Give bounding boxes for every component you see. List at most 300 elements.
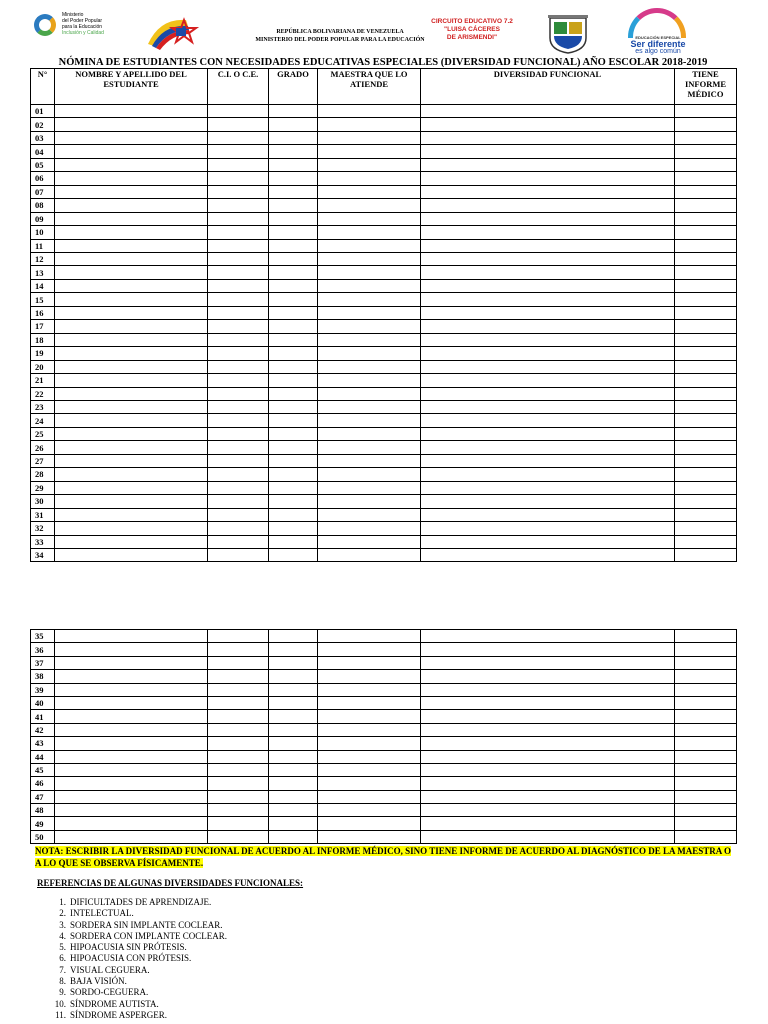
- teacher-cell[interactable]: [318, 145, 421, 158]
- functional-diversity-cell[interactable]: [421, 441, 675, 454]
- student-name-cell[interactable]: [55, 696, 208, 709]
- functional-diversity-cell[interactable]: [421, 548, 675, 561]
- student-name-cell[interactable]: [55, 656, 208, 669]
- functional-diversity-cell[interactable]: [421, 454, 675, 467]
- functional-diversity-cell[interactable]: [421, 804, 675, 817]
- medical-report-cell[interactable]: [675, 468, 737, 481]
- grade-cell[interactable]: [269, 185, 318, 198]
- grade-cell[interactable]: [269, 763, 318, 776]
- teacher-cell[interactable]: [318, 508, 421, 521]
- teacher-cell[interactable]: [318, 481, 421, 494]
- functional-diversity-cell[interactable]: [421, 817, 675, 830]
- medical-report-cell[interactable]: [675, 387, 737, 400]
- grade-cell[interactable]: [269, 333, 318, 346]
- functional-diversity-cell[interactable]: [421, 414, 675, 427]
- medical-report-cell[interactable]: [675, 454, 737, 467]
- functional-diversity-cell[interactable]: [421, 226, 675, 239]
- student-name-cell[interactable]: [55, 172, 208, 185]
- functional-diversity-cell[interactable]: [421, 508, 675, 521]
- grade-cell[interactable]: [269, 710, 318, 723]
- grade-cell[interactable]: [269, 683, 318, 696]
- medical-report-cell[interactable]: [675, 347, 737, 360]
- medical-report-cell[interactable]: [675, 670, 737, 683]
- ci-cell[interactable]: [208, 212, 269, 225]
- medical-report-cell[interactable]: [675, 145, 737, 158]
- teacher-cell[interactable]: [318, 495, 421, 508]
- ci-cell[interactable]: [208, 400, 269, 413]
- ci-cell[interactable]: [208, 427, 269, 440]
- grade-cell[interactable]: [269, 737, 318, 750]
- grade-cell[interactable]: [269, 508, 318, 521]
- ci-cell[interactable]: [208, 790, 269, 803]
- student-name-cell[interactable]: [55, 360, 208, 373]
- medical-report-cell[interactable]: [675, 790, 737, 803]
- medical-report-cell[interactable]: [675, 226, 737, 239]
- grade-cell[interactable]: [269, 266, 318, 279]
- functional-diversity-cell[interactable]: [421, 427, 675, 440]
- functional-diversity-cell[interactable]: [421, 468, 675, 481]
- functional-diversity-cell[interactable]: [421, 172, 675, 185]
- medical-report-cell[interactable]: [675, 830, 737, 843]
- ci-cell[interactable]: [208, 306, 269, 319]
- functional-diversity-cell[interactable]: [421, 306, 675, 319]
- student-name-cell[interactable]: [55, 279, 208, 292]
- grade-cell[interactable]: [269, 696, 318, 709]
- student-name-cell[interactable]: [55, 306, 208, 319]
- student-name-cell[interactable]: [55, 185, 208, 198]
- teacher-cell[interactable]: [318, 468, 421, 481]
- grade-cell[interactable]: [269, 239, 318, 252]
- ci-cell[interactable]: [208, 548, 269, 561]
- student-name-cell[interactable]: [55, 817, 208, 830]
- functional-diversity-cell[interactable]: [421, 763, 675, 776]
- grade-cell[interactable]: [269, 723, 318, 736]
- ci-cell[interactable]: [208, 320, 269, 333]
- grade-cell[interactable]: [269, 468, 318, 481]
- medical-report-cell[interactable]: [675, 683, 737, 696]
- ci-cell[interactable]: [208, 630, 269, 643]
- student-name-cell[interactable]: [55, 400, 208, 413]
- teacher-cell[interactable]: [318, 360, 421, 373]
- ci-cell[interactable]: [208, 374, 269, 387]
- ci-cell[interactable]: [208, 656, 269, 669]
- teacher-cell[interactable]: [318, 306, 421, 319]
- medical-report-cell[interactable]: [675, 266, 737, 279]
- functional-diversity-cell[interactable]: [421, 643, 675, 656]
- teacher-cell[interactable]: [318, 441, 421, 454]
- functional-diversity-cell[interactable]: [421, 656, 675, 669]
- student-name-cell[interactable]: [55, 427, 208, 440]
- medical-report-cell[interactable]: [675, 131, 737, 144]
- grade-cell[interactable]: [269, 360, 318, 373]
- student-name-cell[interactable]: [55, 535, 208, 548]
- grade-cell[interactable]: [269, 414, 318, 427]
- grade-cell[interactable]: [269, 427, 318, 440]
- medical-report-cell[interactable]: [675, 320, 737, 333]
- student-name-cell[interactable]: [55, 630, 208, 643]
- student-name-cell[interactable]: [55, 670, 208, 683]
- ci-cell[interactable]: [208, 696, 269, 709]
- teacher-cell[interactable]: [318, 199, 421, 212]
- functional-diversity-cell[interactable]: [421, 630, 675, 643]
- medical-report-cell[interactable]: [675, 696, 737, 709]
- medical-report-cell[interactable]: [675, 293, 737, 306]
- functional-diversity-cell[interactable]: [421, 737, 675, 750]
- student-name-cell[interactable]: [55, 495, 208, 508]
- functional-diversity-cell[interactable]: [421, 522, 675, 535]
- functional-diversity-cell[interactable]: [421, 400, 675, 413]
- grade-cell[interactable]: [269, 495, 318, 508]
- grade-cell[interactable]: [269, 441, 318, 454]
- ci-cell[interactable]: [208, 333, 269, 346]
- teacher-cell[interactable]: [318, 548, 421, 561]
- ci-cell[interactable]: [208, 279, 269, 292]
- functional-diversity-cell[interactable]: [421, 777, 675, 790]
- functional-diversity-cell[interactable]: [421, 293, 675, 306]
- ci-cell[interactable]: [208, 105, 269, 118]
- student-name-cell[interactable]: [55, 723, 208, 736]
- teacher-cell[interactable]: [318, 696, 421, 709]
- teacher-cell[interactable]: [318, 723, 421, 736]
- medical-report-cell[interactable]: [675, 199, 737, 212]
- student-name-cell[interactable]: [55, 158, 208, 171]
- functional-diversity-cell[interactable]: [421, 481, 675, 494]
- student-name-cell[interactable]: [55, 737, 208, 750]
- medical-report-cell[interactable]: [675, 750, 737, 763]
- student-name-cell[interactable]: [55, 374, 208, 387]
- student-name-cell[interactable]: [55, 508, 208, 521]
- grade-cell[interactable]: [269, 817, 318, 830]
- student-name-cell[interactable]: [55, 333, 208, 346]
- medical-report-cell[interactable]: [675, 158, 737, 171]
- teacher-cell[interactable]: [318, 172, 421, 185]
- student-name-cell[interactable]: [55, 710, 208, 723]
- student-name-cell[interactable]: [55, 239, 208, 252]
- functional-diversity-cell[interactable]: [421, 347, 675, 360]
- teacher-cell[interactable]: [318, 387, 421, 400]
- grade-cell[interactable]: [269, 252, 318, 265]
- ci-cell[interactable]: [208, 360, 269, 373]
- student-name-cell[interactable]: [55, 804, 208, 817]
- ci-cell[interactable]: [208, 763, 269, 776]
- teacher-cell[interactable]: [318, 670, 421, 683]
- ci-cell[interactable]: [208, 145, 269, 158]
- grade-cell[interactable]: [269, 320, 318, 333]
- functional-diversity-cell[interactable]: [421, 790, 675, 803]
- medical-report-cell[interactable]: [675, 643, 737, 656]
- functional-diversity-cell[interactable]: [421, 360, 675, 373]
- teacher-cell[interactable]: [318, 158, 421, 171]
- grade-cell[interactable]: [269, 374, 318, 387]
- teacher-cell[interactable]: [318, 737, 421, 750]
- grade-cell[interactable]: [269, 131, 318, 144]
- student-name-cell[interactable]: [55, 387, 208, 400]
- student-name-cell[interactable]: [55, 105, 208, 118]
- grade-cell[interactable]: [269, 481, 318, 494]
- grade-cell[interactable]: [269, 387, 318, 400]
- medical-report-cell[interactable]: [675, 817, 737, 830]
- functional-diversity-cell[interactable]: [421, 105, 675, 118]
- student-name-cell[interactable]: [55, 145, 208, 158]
- ci-cell[interactable]: [208, 185, 269, 198]
- teacher-cell[interactable]: [318, 118, 421, 131]
- teacher-cell[interactable]: [318, 777, 421, 790]
- teacher-cell[interactable]: [318, 333, 421, 346]
- grade-cell[interactable]: [269, 535, 318, 548]
- medical-report-cell[interactable]: [675, 118, 737, 131]
- medical-report-cell[interactable]: [675, 535, 737, 548]
- grade-cell[interactable]: [269, 347, 318, 360]
- ci-cell[interactable]: [208, 737, 269, 750]
- ci-cell[interactable]: [208, 226, 269, 239]
- medical-report-cell[interactable]: [675, 105, 737, 118]
- student-name-cell[interactable]: [55, 481, 208, 494]
- functional-diversity-cell[interactable]: [421, 212, 675, 225]
- ci-cell[interactable]: [208, 387, 269, 400]
- grade-cell[interactable]: [269, 105, 318, 118]
- student-name-cell[interactable]: [55, 468, 208, 481]
- functional-diversity-cell[interactable]: [421, 239, 675, 252]
- medical-report-cell[interactable]: [675, 522, 737, 535]
- medical-report-cell[interactable]: [675, 777, 737, 790]
- teacher-cell[interactable]: [318, 131, 421, 144]
- teacher-cell[interactable]: [318, 212, 421, 225]
- ci-cell[interactable]: [208, 643, 269, 656]
- teacher-cell[interactable]: [318, 252, 421, 265]
- student-name-cell[interactable]: [55, 522, 208, 535]
- teacher-cell[interactable]: [318, 750, 421, 763]
- functional-diversity-cell[interactable]: [421, 158, 675, 171]
- student-name-cell[interactable]: [55, 763, 208, 776]
- teacher-cell[interactable]: [318, 817, 421, 830]
- functional-diversity-cell[interactable]: [421, 830, 675, 843]
- ci-cell[interactable]: [208, 750, 269, 763]
- grade-cell[interactable]: [269, 670, 318, 683]
- teacher-cell[interactable]: [318, 790, 421, 803]
- medical-report-cell[interactable]: [675, 723, 737, 736]
- teacher-cell[interactable]: [318, 522, 421, 535]
- student-name-cell[interactable]: [55, 347, 208, 360]
- teacher-cell[interactable]: [318, 804, 421, 817]
- functional-diversity-cell[interactable]: [421, 535, 675, 548]
- student-name-cell[interactable]: [55, 212, 208, 225]
- grade-cell[interactable]: [269, 212, 318, 225]
- student-name-cell[interactable]: [55, 266, 208, 279]
- teacher-cell[interactable]: [318, 226, 421, 239]
- student-name-cell[interactable]: [55, 830, 208, 843]
- grade-cell[interactable]: [269, 548, 318, 561]
- teacher-cell[interactable]: [318, 414, 421, 427]
- ci-cell[interactable]: [208, 710, 269, 723]
- ci-cell[interactable]: [208, 252, 269, 265]
- medical-report-cell[interactable]: [675, 495, 737, 508]
- teacher-cell[interactable]: [318, 185, 421, 198]
- student-name-cell[interactable]: [55, 252, 208, 265]
- grade-cell[interactable]: [269, 643, 318, 656]
- teacher-cell[interactable]: [318, 427, 421, 440]
- medical-report-cell[interactable]: [675, 172, 737, 185]
- functional-diversity-cell[interactable]: [421, 670, 675, 683]
- ci-cell[interactable]: [208, 804, 269, 817]
- teacher-cell[interactable]: [318, 763, 421, 776]
- ci-cell[interactable]: [208, 266, 269, 279]
- ci-cell[interactable]: [208, 508, 269, 521]
- ci-cell[interactable]: [208, 441, 269, 454]
- teacher-cell[interactable]: [318, 239, 421, 252]
- ci-cell[interactable]: [208, 239, 269, 252]
- grade-cell[interactable]: [269, 172, 318, 185]
- student-name-cell[interactable]: [55, 414, 208, 427]
- functional-diversity-cell[interactable]: [421, 495, 675, 508]
- ci-cell[interactable]: [208, 777, 269, 790]
- student-name-cell[interactable]: [55, 320, 208, 333]
- functional-diversity-cell[interactable]: [421, 145, 675, 158]
- ci-cell[interactable]: [208, 522, 269, 535]
- medical-report-cell[interactable]: [675, 400, 737, 413]
- grade-cell[interactable]: [269, 656, 318, 669]
- student-name-cell[interactable]: [55, 777, 208, 790]
- ci-cell[interactable]: [208, 347, 269, 360]
- functional-diversity-cell[interactable]: [421, 723, 675, 736]
- functional-diversity-cell[interactable]: [421, 320, 675, 333]
- functional-diversity-cell[interactable]: [421, 118, 675, 131]
- functional-diversity-cell[interactable]: [421, 374, 675, 387]
- functional-diversity-cell[interactable]: [421, 131, 675, 144]
- ci-cell[interactable]: [208, 535, 269, 548]
- ci-cell[interactable]: [208, 158, 269, 171]
- medical-report-cell[interactable]: [675, 360, 737, 373]
- teacher-cell[interactable]: [318, 105, 421, 118]
- functional-diversity-cell[interactable]: [421, 710, 675, 723]
- grade-cell[interactable]: [269, 400, 318, 413]
- grade-cell[interactable]: [269, 790, 318, 803]
- functional-diversity-cell[interactable]: [421, 199, 675, 212]
- medical-report-cell[interactable]: [675, 656, 737, 669]
- ci-cell[interactable]: [208, 723, 269, 736]
- medical-report-cell[interactable]: [675, 212, 737, 225]
- medical-report-cell[interactable]: [675, 548, 737, 561]
- ci-cell[interactable]: [208, 118, 269, 131]
- teacher-cell[interactable]: [318, 643, 421, 656]
- grade-cell[interactable]: [269, 158, 318, 171]
- teacher-cell[interactable]: [318, 400, 421, 413]
- medical-report-cell[interactable]: [675, 508, 737, 521]
- teacher-cell[interactable]: [318, 374, 421, 387]
- teacher-cell[interactable]: [318, 710, 421, 723]
- grade-cell[interactable]: [269, 630, 318, 643]
- functional-diversity-cell[interactable]: [421, 252, 675, 265]
- medical-report-cell[interactable]: [675, 737, 737, 750]
- medical-report-cell[interactable]: [675, 441, 737, 454]
- teacher-cell[interactable]: [318, 630, 421, 643]
- grade-cell[interactable]: [269, 226, 318, 239]
- grade-cell[interactable]: [269, 293, 318, 306]
- medical-report-cell[interactable]: [675, 481, 737, 494]
- grade-cell[interactable]: [269, 750, 318, 763]
- ci-cell[interactable]: [208, 830, 269, 843]
- ci-cell[interactable]: [208, 670, 269, 683]
- grade-cell[interactable]: [269, 306, 318, 319]
- student-name-cell[interactable]: [55, 750, 208, 763]
- ci-cell[interactable]: [208, 481, 269, 494]
- functional-diversity-cell[interactable]: [421, 750, 675, 763]
- grade-cell[interactable]: [269, 145, 318, 158]
- ci-cell[interactable]: [208, 414, 269, 427]
- grade-cell[interactable]: [269, 777, 318, 790]
- ci-cell[interactable]: [208, 454, 269, 467]
- medical-report-cell[interactable]: [675, 252, 737, 265]
- medical-report-cell[interactable]: [675, 414, 737, 427]
- functional-diversity-cell[interactable]: [421, 185, 675, 198]
- grade-cell[interactable]: [269, 804, 318, 817]
- student-name-cell[interactable]: [55, 118, 208, 131]
- teacher-cell[interactable]: [318, 266, 421, 279]
- student-name-cell[interactable]: [55, 131, 208, 144]
- student-name-cell[interactable]: [55, 226, 208, 239]
- functional-diversity-cell[interactable]: [421, 333, 675, 346]
- ci-cell[interactable]: [208, 468, 269, 481]
- teacher-cell[interactable]: [318, 347, 421, 360]
- functional-diversity-cell[interactable]: [421, 387, 675, 400]
- ci-cell[interactable]: [208, 817, 269, 830]
- grade-cell[interactable]: [269, 279, 318, 292]
- student-name-cell[interactable]: [55, 683, 208, 696]
- grade-cell[interactable]: [269, 522, 318, 535]
- functional-diversity-cell[interactable]: [421, 266, 675, 279]
- ci-cell[interactable]: [208, 683, 269, 696]
- teacher-cell[interactable]: [318, 656, 421, 669]
- medical-report-cell[interactable]: [675, 185, 737, 198]
- medical-report-cell[interactable]: [675, 710, 737, 723]
- grade-cell[interactable]: [269, 830, 318, 843]
- ci-cell[interactable]: [208, 495, 269, 508]
- teacher-cell[interactable]: [318, 320, 421, 333]
- student-name-cell[interactable]: [55, 454, 208, 467]
- teacher-cell[interactable]: [318, 293, 421, 306]
- student-name-cell[interactable]: [55, 643, 208, 656]
- functional-diversity-cell[interactable]: [421, 683, 675, 696]
- medical-report-cell[interactable]: [675, 306, 737, 319]
- medical-report-cell[interactable]: [675, 374, 737, 387]
- medical-report-cell[interactable]: [675, 427, 737, 440]
- functional-diversity-cell[interactable]: [421, 696, 675, 709]
- teacher-cell[interactable]: [318, 279, 421, 292]
- ci-cell[interactable]: [208, 172, 269, 185]
- medical-report-cell[interactable]: [675, 630, 737, 643]
- student-name-cell[interactable]: [55, 199, 208, 212]
- student-name-cell[interactable]: [55, 441, 208, 454]
- medical-report-cell[interactable]: [675, 763, 737, 776]
- functional-diversity-cell[interactable]: [421, 279, 675, 292]
- ci-cell[interactable]: [208, 293, 269, 306]
- teacher-cell[interactable]: [318, 454, 421, 467]
- student-name-cell[interactable]: [55, 548, 208, 561]
- medical-report-cell[interactable]: [675, 239, 737, 252]
- teacher-cell[interactable]: [318, 683, 421, 696]
- medical-report-cell[interactable]: [675, 804, 737, 817]
- grade-cell[interactable]: [269, 118, 318, 131]
- student-name-cell[interactable]: [55, 790, 208, 803]
- teacher-cell[interactable]: [318, 830, 421, 843]
- student-name-cell[interactable]: [55, 293, 208, 306]
- medical-report-cell[interactable]: [675, 279, 737, 292]
- grade-cell[interactable]: [269, 454, 318, 467]
- grade-cell[interactable]: [269, 199, 318, 212]
- medical-report-cell[interactable]: [675, 333, 737, 346]
- teacher-cell[interactable]: [318, 535, 421, 548]
- ci-cell[interactable]: [208, 131, 269, 144]
- ci-cell[interactable]: [208, 199, 269, 212]
